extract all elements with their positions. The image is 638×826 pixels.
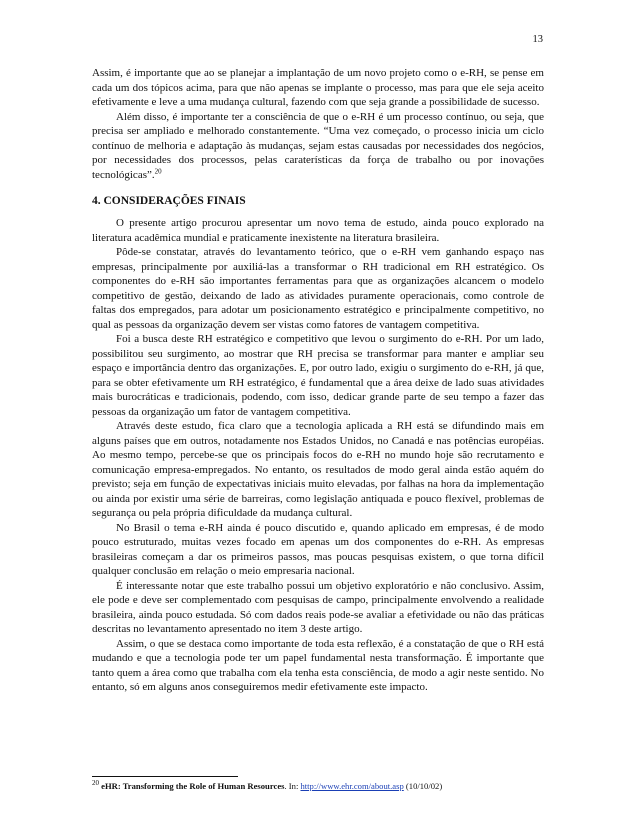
body-paragraph: O presente artigo procurou apresentar um novo tema de estudo, ainda pouco explorado na literatura acadêmica mundial e praticamente inexistente na literatura brasileira. — [92, 217, 544, 244]
section-heading: 4. CONSIDERAÇÕES FINAIS — [92, 195, 246, 207]
footnote-in-label: . In: — [284, 781, 301, 791]
body-paragraph: Assim, é importante que ao se planejar a implantação de um novo projeto como o e-RH, se pense em cada um dos tópicos acima, para que não apenas se implante o processo, mas para que ele seja aceito efetivamente e leve a uma mudança cultural, fazendo com que seja grande a possibilidade de sucesso. — [92, 67, 544, 108]
page-number: 13 — [532, 34, 543, 45]
body-paragraph: É interessante notar que este trabalho possui um objetivo exploratório e não conclusivo. Assim, ele pode e deve ser complementado com pesquisas de campo, principalmente envolvendo a realidade brasileira, ainda pouco estudada. Só com dados reais pode-se avaliar a efetividade ou não das práticas descritas no levantamento apresentado no item 3 deste artigo. — [92, 579, 544, 635]
body-paragraph — [92, 110, 544, 183]
footnote-reference[interactable]: 20 — [154, 166, 162, 175]
body-paragraph: Foi a busca deste RH estratégico e competitivo que levou o surgimento do e-RH. Por um lado, possibilitou seu surgimento, ao mostrar que RH precisa se transformar para manter e ampliar seu espaço e importância dentro das organizações. E, por outro lado, exigiu o surgimento do e-RH, já que, para se obter efetivamente um RH estratégico, é fundamental que a área deixe de lado suas atividades mais burocráticas e tradicionais, podendo, com isso, dedicar grande parte de seu tempo a fazer das pessoas da organização um fator de vantagem competitiva. — [92, 333, 544, 418]
footnote-title: eHR: Transforming the Role of Human Resources — [101, 781, 285, 791]
footnote-date: (10/10/02) — [403, 781, 443, 791]
body-paragraph: No Brasil o tema e-RH ainda é pouco discutido e, quando aplicado em empresas, é de modo pouco estruturado, muitas vezes focado em apenas um dos componentes do e-RH. As empresas brasileiras começam a dar os primeiros passos, mas poucas pesquisas existem, o que torna difícil qualquer conclusão em relação o meio empresaria nacional. — [92, 521, 544, 577]
body-paragraph: Através deste estudo, fica claro que a tecnologia aplicada a RH está se difundindo mais em alguns países que em outros, notadamente nos Estados Unidos, no Canadá e nas potências européias. Ao mesmo tempo, percebe-se que os principais focos do e-RH no mundo hoje são recrutamento e comunicação empresa-empregados. No entanto, os resultados de modo geral ainda estão aquém do previsto; seja em função de expectativas iniciais muito elevadas, por falhas na hora da implementação ou ainda por existir uma série de barreiras, como legislação antiquada e pouco flexível, problemas de segurança ou pela própria dificuldade da mudança cultural. — [92, 420, 544, 519]
footnote — [92, 781, 552, 792]
footnote-divider — [92, 776, 238, 777]
footnote-link[interactable]: http://www.ehr.com/about.asp — [300, 781, 404, 791]
paragraph-text: Além disso, é importante ter a consciência de que o e-RH é um processo contínuo, ou seja, que precisa ser ampliado e melhorado constantemente. “Uma vez começado, o processo inicia um ciclo contínuo de melhoria e adaptação às mudanças, sejam estas causadas por necessidades dos negócios, por necessidades dos processos, pelas caraterísticas da força de trabalho ou por inovações tecnológicas”. — [92, 110, 544, 181]
body-paragraph: Pôde-se constatar, através do levantamento teórico, que o e-RH vem ganhando espaço nas empresas, principalmente por auxiliá-las a transformar o RH tradicional em RH estratégico. Os componentes do e-RH são importantes ferramentas para que as organizações alcancem o modelo competitivo de gestão, deixando de lado as atividades puramente operacionais, como controle de faltas dos empregados, para adotar um posicionamento estratégico e principalmente competitivo, no qual as pessoas da organização devem ser vistas como fatores de vantagem competitiva. — [92, 246, 544, 331]
page-body — [92, 66, 544, 695]
body-paragraph: Assim, o que se destaca como importante de toda esta reflexão, é a constatação de que o RH está mudando e que a tecnologia pode ter um papel fundamental nesta transformação. É importante que tanto quem a área como que trabalha com ela tenha esta consciência, de modo a agir neste sentido. No entanto, só em alguns anos conseguiremos medir efetivamente este impacto. — [92, 637, 544, 693]
footnote-number: 20 — [92, 779, 99, 788]
